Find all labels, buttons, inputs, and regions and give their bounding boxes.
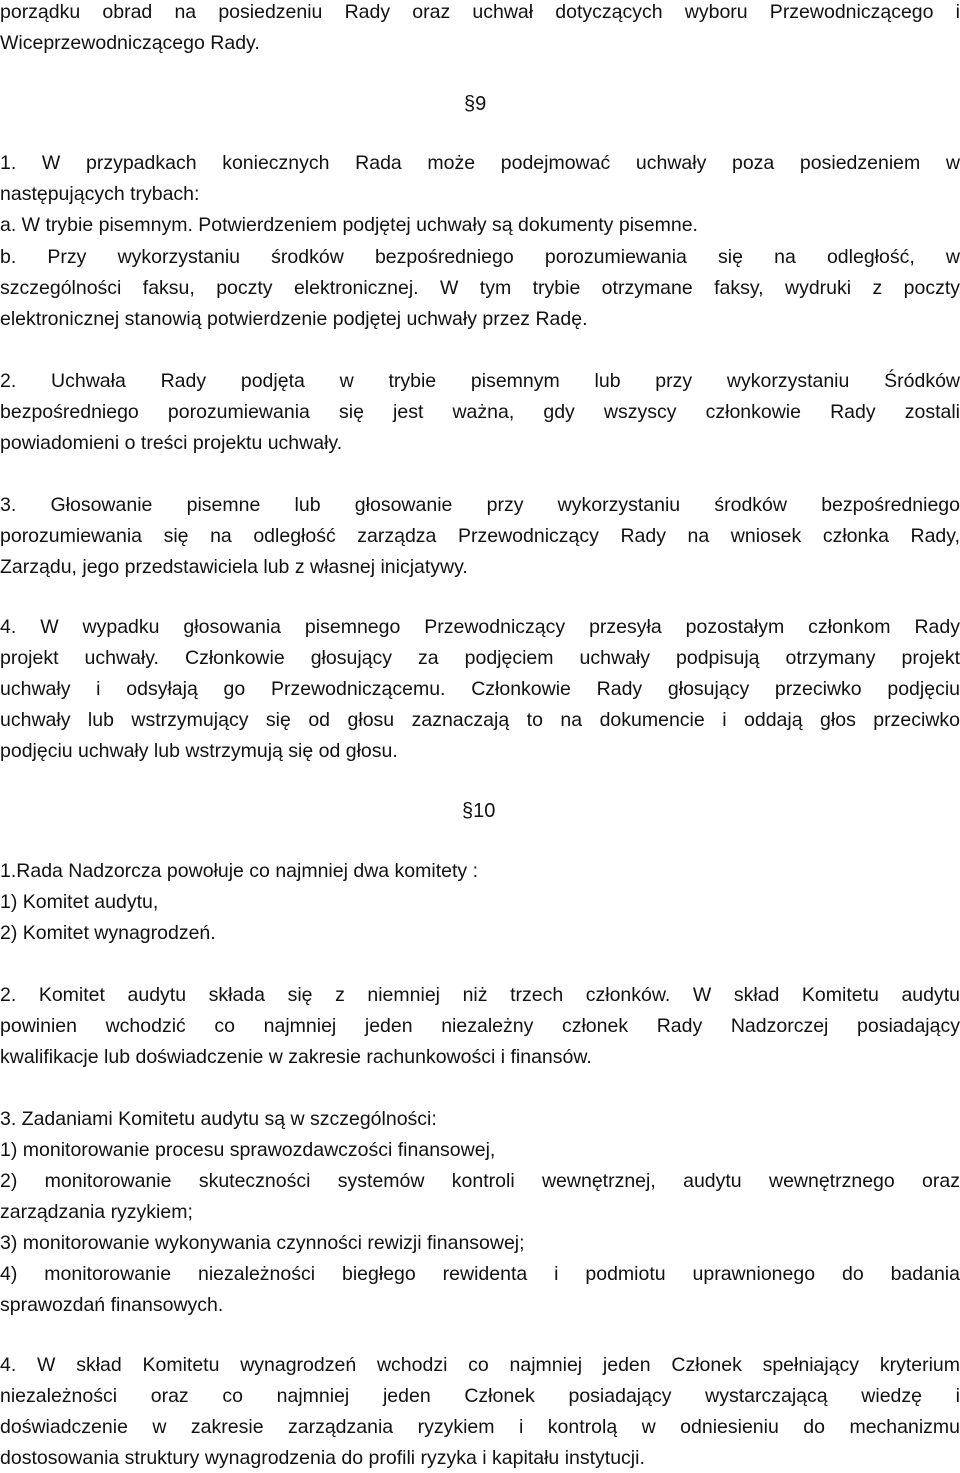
section-heading-10: §10 (462, 800, 496, 822)
text-line: niezależności oraz co najmniej jeden Członek posiadający wystarczającą wiedzę i (0, 1385, 960, 1407)
text-line: bezpośredniego porozumiewania się jest ważna, gdy wszyscy członkowie Rady zostali (0, 401, 960, 423)
text-line: powiadomieni o treści projektu uchwały. (0, 432, 343, 454)
text-line: szczególności faksu, poczty elektronicznej. W tym trybie otrzymane faksy, wydruki z poczty (0, 277, 960, 299)
text-line: uchwały i odsyłają go Przewodniczącemu. Członkowie Rady głosujący przeciwko podjęciu (0, 678, 960, 700)
text-line: uchwały lub wstrzymujący się od głosu zaznaczają to na dokumencie i oddają głos przeciwko (0, 709, 960, 731)
text-line: 1. W przypadkach koniecznych Rada może podejmować uchwały poza posiedzeniem w (0, 152, 960, 174)
text-line: 1) monitorowanie procesu sprawozdawczości finansowej, (0, 1139, 496, 1161)
text-line: 4. W skład Komitetu wynagrodzeń wchodzi co najmniej jeden Członek spełniający kryterium (0, 1354, 960, 1376)
text-line: powinien wchodzić co najmniej jeden niezależny członek Rady Nadzorczej posiadający (0, 1015, 960, 1037)
text-line: elektronicznej stanowią potwierdzenie podjętej uchwały przez Radę. (0, 308, 588, 330)
text-line: Zarządu, jego przedstawiciela lub z własnej inicjatywy. (0, 556, 468, 578)
text-line: 4) monitorowanie niezależności biegłego rewidenta i podmiotu uprawnionego do badania (0, 1263, 960, 1285)
text-line: projekt uchwały. Członkowie głosujący za podjęciem uchwały podpisują otrzymany projekt (0, 647, 960, 669)
text-line: 3) monitorowanie wykonywania czynności rewizji finansowej; (0, 1232, 525, 1254)
text-line: 3. Zadaniami Komitetu audytu są w szczególności: (0, 1108, 437, 1130)
text-line: b. Przy wykorzystaniu środków bezpośredniego porozumiewania się na odległość, w (0, 246, 960, 268)
text-line: dostosowania struktury wynagrodzenia do profili ryzyka i kapitału instytucji. (0, 1447, 645, 1469)
text-line: doświadczenie w zakresie zarządzania ryzykiem i kontrolą w odniesieniu do mechanizmu (0, 1416, 960, 1438)
text-line: zarządzania ryzykiem; (0, 1201, 193, 1223)
section-heading-9: §9 (464, 93, 487, 115)
text-line: a. W trybie pisemnym. Potwierdzeniem podjętej uchwały są dokumenty pisemne. (0, 214, 698, 236)
text-line: porozumiewania się na odległość zarządza Przewodniczący Rady na wniosek członka Rady, (0, 525, 960, 547)
text-line: 3. Głosowanie pisemne lub głosowanie przy wykorzystaniu środków bezpośredniego (0, 494, 960, 516)
text-line: Wiceprzewodniczącego Rady. (0, 32, 260, 54)
text-line: 2) Komitet wynagrodzeń. (0, 922, 216, 944)
text-line: 2) monitorowanie skuteczności systemów kontroli wewnętrznej, audytu wewnętrznego oraz (0, 1170, 960, 1192)
text-line: następujących trybach: (0, 183, 200, 205)
text-line: 4. W wypadku głosowania pisemnego Przewodniczący przesyła pozostałym członkom Rady (0, 616, 960, 638)
text-line: 2. Uchwała Rady podjęta w trybie pisemnym lub przy wykorzystaniu Śródków (0, 370, 960, 392)
text-line: 2. Komitet audytu składa się z niemniej niż trzech członków. W skład Komitetu audytu (0, 984, 960, 1006)
text-line: kwalifikacje lub doświadczenie w zakresie rachunkowości i finansów. (0, 1046, 592, 1068)
text-line: 1) Komitet audytu, (0, 891, 159, 913)
text-line: 1.Rada Nadzorcza powołuje co najmniej dwa komitety : (0, 860, 478, 882)
text-line: porządku obrad na posiedzeniu Rady oraz uchwał dotyczących wyboru Przewodniczącego i (0, 1, 960, 23)
text-line: podjęciu uchwały lub wstrzymują się od głosu. (0, 740, 398, 762)
text-line: sprawozdań finansowych. (0, 1294, 224, 1316)
